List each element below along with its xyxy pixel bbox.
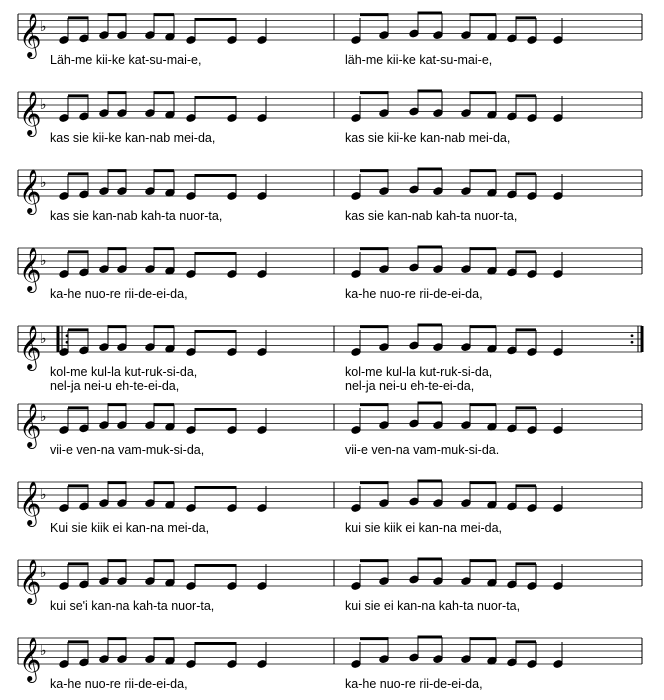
note-beam xyxy=(154,559,174,562)
lyric-line: ka-he nuo-re rii-de-ei-da, xyxy=(345,287,483,301)
lyric-line: nel-ja nei-u eh-te-ei-da, xyxy=(345,379,475,393)
note-beam xyxy=(418,402,442,405)
note-beam xyxy=(418,12,442,15)
staff-system-8 xyxy=(18,558,642,606)
staff-system-1 xyxy=(18,12,642,60)
note-beam xyxy=(195,642,236,645)
note-beam xyxy=(154,325,174,328)
note-beam xyxy=(418,246,442,249)
note-beam xyxy=(516,172,536,175)
note-beam xyxy=(360,325,388,328)
note-beam xyxy=(154,481,174,484)
note-beam xyxy=(108,13,126,16)
lyric-line: kui sie kiik ei kan-na mei-da, xyxy=(345,521,503,535)
note-beam xyxy=(470,91,496,94)
note-beam xyxy=(470,637,496,640)
key-signature-flat-icon: ♭ xyxy=(40,97,47,113)
lyric-line: ka-he nuo-re rii-de-ei-da, xyxy=(50,677,188,691)
note-beam xyxy=(108,325,126,328)
note-beam xyxy=(516,640,536,643)
lyric-line: kas sie kii-ke kan-nab mei-da, xyxy=(345,131,511,145)
note-beam xyxy=(68,172,88,175)
lyric-line: Läh-me kii-ke kat-su-mai-e, xyxy=(50,53,202,67)
treble-clef-icon: 𝄞 xyxy=(19,13,42,57)
staff-system-6 xyxy=(18,402,642,450)
note-beam xyxy=(68,406,88,409)
note-beam xyxy=(470,481,496,484)
treble-clef-icon: 𝄞 xyxy=(19,559,42,603)
note-beam xyxy=(154,91,174,94)
note-beam xyxy=(470,559,496,562)
note-beam xyxy=(195,564,236,567)
note-beam xyxy=(108,559,126,562)
key-signature-flat-icon: ♭ xyxy=(40,487,47,503)
key-signature-flat-icon: ♭ xyxy=(40,643,47,659)
note-beam xyxy=(418,168,442,171)
repeat-dot xyxy=(631,334,634,337)
key-signature-flat-icon: ♭ xyxy=(40,409,47,425)
note-beam xyxy=(68,94,88,97)
treble-clef-icon: 𝄞 xyxy=(19,403,42,447)
staff-system-9 xyxy=(18,636,642,684)
note-beam xyxy=(418,480,442,483)
note-beam xyxy=(470,403,496,406)
note-beam xyxy=(68,250,88,253)
note-beam xyxy=(470,169,496,172)
staff-system-2 xyxy=(18,90,642,138)
note-beam xyxy=(108,169,126,172)
note-beam xyxy=(516,94,536,97)
note-beam xyxy=(360,559,388,562)
note-beam xyxy=(68,328,88,331)
note-beam xyxy=(360,637,388,640)
key-signature-flat-icon: ♭ xyxy=(40,253,47,269)
note-beam xyxy=(418,558,442,561)
treble-clef-icon: 𝄞 xyxy=(19,91,42,135)
note-beam xyxy=(68,16,88,19)
lyric-line: läh-me kii-ke kat-su-mai-e, xyxy=(345,53,493,67)
key-signature-flat-icon: ♭ xyxy=(40,175,47,191)
staff-system-4 xyxy=(18,246,642,294)
note-beam xyxy=(154,13,174,16)
note-beam xyxy=(470,325,496,328)
note-beam xyxy=(516,406,536,409)
lyric-line: kas sie kan-nab kah-ta nuor-ta, xyxy=(50,209,223,223)
note-beam xyxy=(195,252,236,255)
key-signature-flat-icon: ♭ xyxy=(40,331,47,347)
note-beam xyxy=(516,484,536,487)
note-beam xyxy=(154,169,174,172)
staff-system-3 xyxy=(18,168,642,216)
lyric-line: vii-e ven-na vam-muk-si-da, xyxy=(50,443,205,457)
note-beam xyxy=(195,96,236,99)
note-beam xyxy=(195,18,236,21)
treble-clef-icon: 𝄞 xyxy=(19,169,42,213)
note-beam xyxy=(418,90,442,93)
lyric-line: kui sie ei kan-na kah-ta nuor-ta, xyxy=(345,599,521,613)
repeat-dot xyxy=(631,341,634,344)
note-beam xyxy=(108,637,126,640)
note-beam xyxy=(108,91,126,94)
note-beam xyxy=(154,403,174,406)
note-beam xyxy=(360,13,388,16)
treble-clef-icon: 𝄞 xyxy=(19,325,42,369)
note-beam xyxy=(360,91,388,94)
lyric-line: kas sie kii-ke kan-nab mei-da, xyxy=(50,131,216,145)
note-beam xyxy=(418,636,442,639)
note-beam xyxy=(195,174,236,177)
key-signature-flat-icon: ♭ xyxy=(40,19,47,35)
key-signature-flat-icon: ♭ xyxy=(40,565,47,581)
note-beam xyxy=(68,640,88,643)
note-beam xyxy=(516,16,536,19)
note-beam xyxy=(195,330,236,333)
treble-clef-icon: 𝄞 xyxy=(19,637,42,681)
note-beam xyxy=(360,481,388,484)
lyric-line: kol-me kul-la kut-ruk-si-da, xyxy=(50,365,198,379)
note-beam xyxy=(154,637,174,640)
note-beam xyxy=(470,13,496,16)
note-beam xyxy=(68,562,88,565)
lyric-line: kui se'i kan-na kah-ta nuor-ta, xyxy=(50,599,215,613)
lyric-line: kas sie kan-nab kah-ta nuor-ta, xyxy=(345,209,518,223)
lyric-line: Kui sie kiik ei kan-na mei-da, xyxy=(50,521,210,535)
treble-clef-icon: 𝄞 xyxy=(19,247,42,291)
note-beam xyxy=(516,562,536,565)
lyric-line: kol-me kul-la kut-ruk-si-da, xyxy=(345,365,493,379)
note-beam xyxy=(470,247,496,250)
lyric-line: vii-e ven-na vam-muk-si-da. xyxy=(345,443,500,457)
note-beam xyxy=(516,250,536,253)
note-beam xyxy=(360,247,388,250)
staff-system-5 xyxy=(18,324,642,372)
note-beam xyxy=(360,403,388,406)
staff-system-7 xyxy=(18,480,642,528)
lyric-line: nel-ja nei-u eh-te-ei-da, xyxy=(50,379,180,393)
note-beam xyxy=(418,324,442,327)
note-beam xyxy=(154,247,174,250)
note-beam xyxy=(516,328,536,331)
note-beam xyxy=(195,486,236,489)
treble-clef-icon: 𝄞 xyxy=(19,481,42,525)
note-beam xyxy=(68,484,88,487)
note-beam xyxy=(360,169,388,172)
note-beam xyxy=(108,403,126,406)
note-beam xyxy=(108,247,126,250)
note-beam xyxy=(108,481,126,484)
lyric-line: ka-he nuo-re rii-de-ei-da, xyxy=(50,287,188,301)
note-beam xyxy=(195,408,236,411)
lyric-line: ka-he nuo-re rii-de-ei-da, xyxy=(345,677,483,691)
